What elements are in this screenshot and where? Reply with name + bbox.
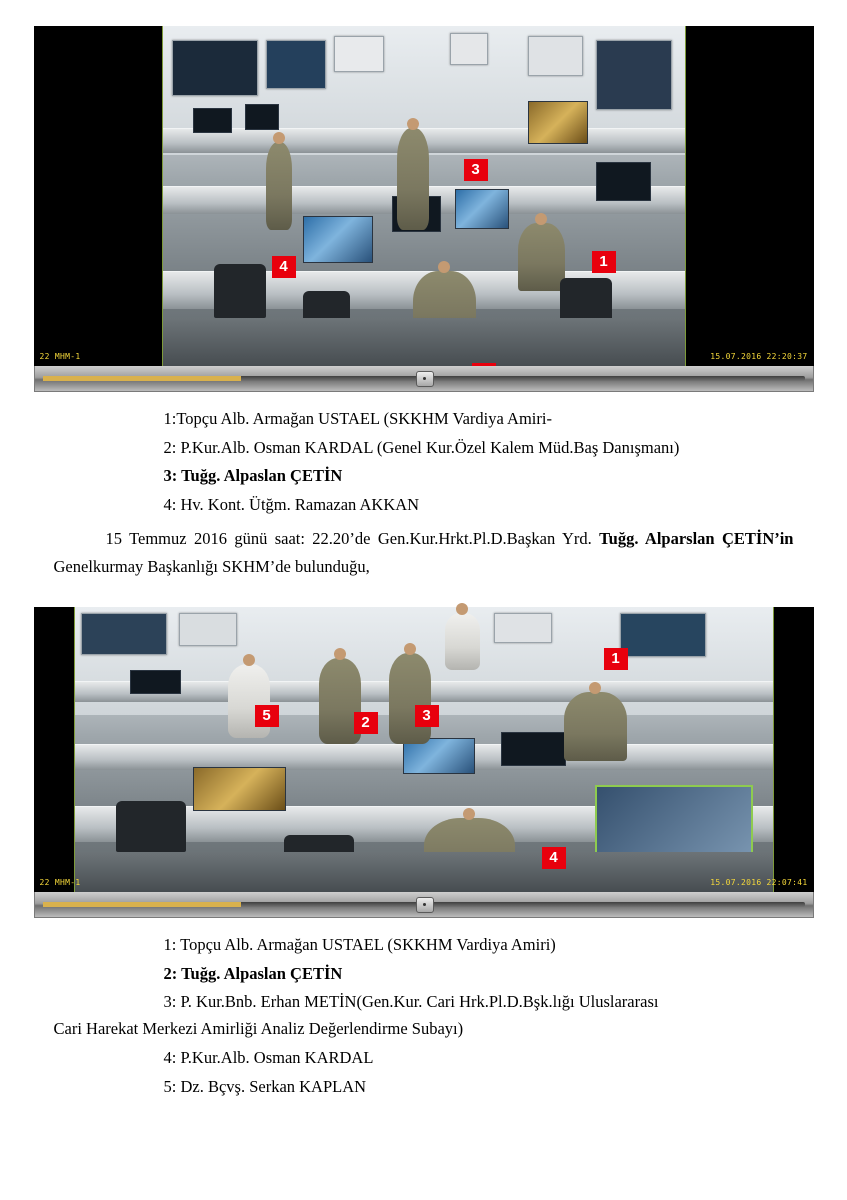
frame-guide-line (74, 607, 75, 892)
video-player-bar-2[interactable] (34, 892, 814, 918)
monitor (245, 104, 278, 130)
marker-5: 5 (255, 705, 279, 727)
person-head (456, 603, 468, 615)
person-seated (564, 692, 627, 760)
person-head (404, 643, 416, 655)
chair (116, 801, 186, 852)
person-head (273, 132, 285, 144)
caption-block-1 (54, 406, 794, 581)
wall-display (266, 40, 326, 90)
caption-line-text: 3: P. Kur.Bnb. Erhan METİN(Gen.Kur. Cari Hrk.Pl.D.Bşk.lığı Uluslararası (163, 992, 659, 1012)
figure-1 (34, 26, 814, 392)
letterbox-right (774, 607, 814, 892)
person-head (589, 682, 601, 694)
marker-3: 3 (464, 159, 488, 181)
marker-1: 1 (604, 648, 628, 670)
seek-progress (43, 902, 241, 907)
scene-1 (162, 26, 686, 366)
osd-timestamp: 15.07.2016 22:07:41 (710, 877, 808, 887)
caption-line: 1: Topçu Alb. Armağan USTAEL (SKKHM Vardiya Amiri) (163, 934, 556, 954)
marker-2: 2 (354, 712, 378, 734)
letterbox-left (34, 607, 74, 892)
caption-line: 5: Dz. Bçvş. Serkan KAPLAN (163, 1076, 367, 1096)
monitor (596, 162, 650, 201)
paragraph-bold-name: Tuğg. Alparslan ÇETİN’in (599, 528, 794, 548)
caption-line: 4: Hv. Kont. Ütğm. Ramazan AKKAN (163, 495, 420, 515)
wall-display (620, 613, 706, 658)
marker-3: 3 (415, 705, 439, 727)
person-standing (445, 613, 480, 670)
frame-guide-line (685, 26, 686, 366)
paragraph-text-part2: Genelkurmay Başkanlığı SKHM’de bulunduğu, (53, 556, 370, 576)
video-player-bar-1[interactable] (34, 366, 814, 392)
wall-panel (334, 36, 383, 72)
wall-panel (528, 36, 582, 75)
monitor (130, 670, 181, 695)
video-still-1 (34, 26, 814, 366)
letterbox-left (34, 26, 162, 366)
monitor (303, 216, 373, 262)
scene-2 (74, 607, 774, 892)
person-standing (397, 128, 428, 230)
monitor (501, 732, 566, 765)
monitor (528, 101, 588, 144)
scene-floor (74, 852, 774, 892)
seek-handle[interactable] (416, 371, 434, 387)
caption-line: 2: Tuğg. Alpaslan ÇETİN (163, 963, 343, 983)
monitor (193, 108, 232, 134)
letterbox-right (686, 26, 814, 366)
scene-floor (162, 318, 686, 366)
person-head (334, 648, 346, 660)
person-head (463, 808, 475, 820)
wall-panel (179, 613, 237, 646)
person-seated (518, 223, 565, 291)
wall-panel (494, 613, 552, 644)
caption-line-continuation: Cari Harekat Merkezi Amirliği Analiz Değerlendirme Subayı) (53, 1019, 464, 1039)
marker-4: 4 (542, 847, 566, 869)
caption-line (54, 989, 794, 1042)
person-head (243, 654, 255, 666)
person-head (407, 118, 419, 130)
osd-timestamp: 15.07.2016 22:20:37 (710, 352, 808, 361)
wall-panel (450, 33, 489, 66)
caption-line: 3: Tuğg. Alpaslan ÇETİN (163, 466, 343, 486)
monitor (455, 189, 509, 228)
seek-handle[interactable] (416, 897, 434, 913)
person-head (535, 213, 547, 225)
frame-guide-line (773, 607, 774, 892)
caption-line: 4: P.Kur.Alb. Osman KARDAL (163, 1047, 374, 1067)
marker-4: 4 (272, 256, 296, 278)
caption-line: 2: P.Kur.Alb. Osman KARDAL (Genel Kur.Özel Kalem Müd.Baş Danışmanı) (163, 437, 680, 457)
video-still-2 (34, 607, 814, 892)
frame-guide-line (162, 26, 163, 366)
paragraph-1 (54, 525, 794, 581)
monitor (193, 767, 286, 812)
caption-line: 1:Topçu Alb. Armağan USTAEL (SKKHM Vardiya Amiri- (163, 409, 552, 428)
chair (214, 264, 266, 318)
figure-2 (34, 607, 814, 918)
wall-display (172, 40, 258, 96)
section-spacer (0, 581, 847, 607)
paragraph-text-part1: 15 Temmuz 2016 günü saat: 22.20’de Gen.Kur.Hrkt.Pl.D.Başkan Yrd. (105, 528, 600, 548)
wall-display (596, 40, 671, 110)
person-standing (266, 142, 292, 230)
wall-display (81, 613, 167, 655)
seek-progress (43, 376, 241, 381)
osd-camera-label: 22 MHM-1 (39, 352, 81, 361)
caption-block-2 (54, 932, 794, 1100)
osd-camera-label: 22 MHM-1 (39, 877, 81, 887)
top-spacer (0, 0, 847, 26)
person-standing (389, 653, 431, 744)
person-head (438, 261, 450, 273)
marker-1: 1 (592, 251, 616, 273)
